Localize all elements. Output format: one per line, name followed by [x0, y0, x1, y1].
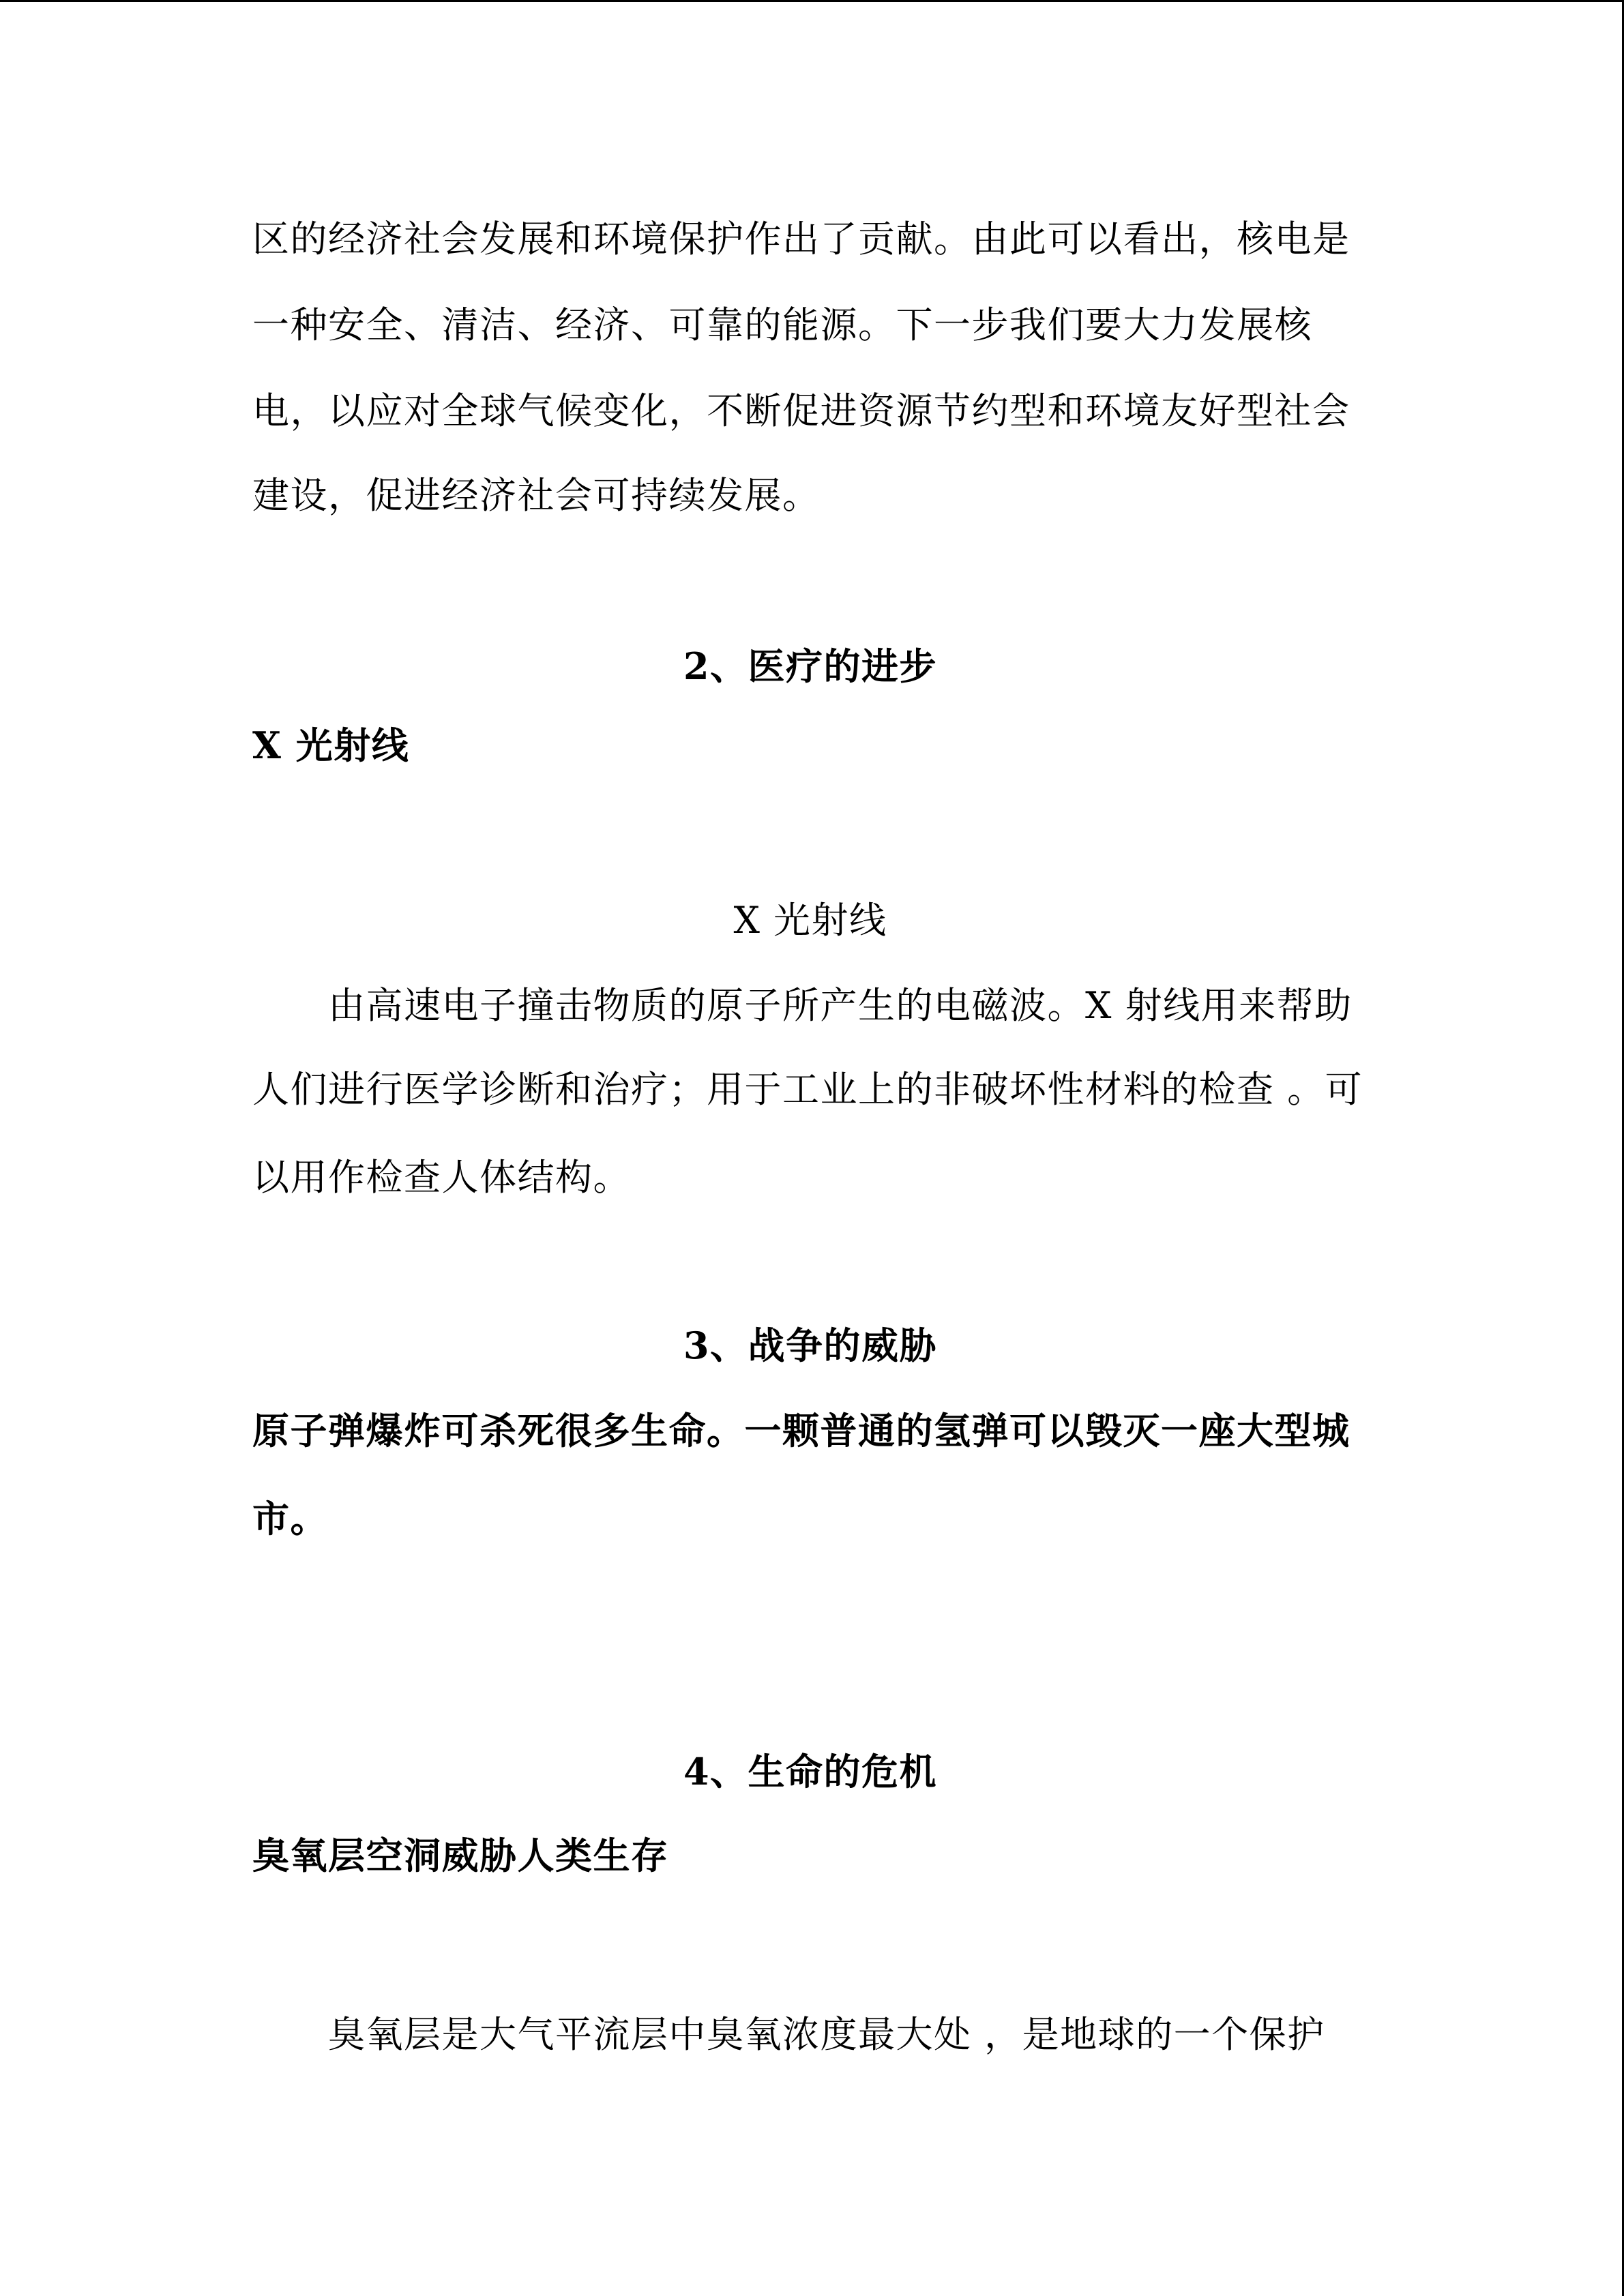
paragraph-line: 臭氧层是大气平流层中臭氧浓度最大处 ，是地球的一个保护 [328, 2013, 1325, 2056]
paragraph-line: 一种安全、清洁、经济、可靠的能源。下一步我们要大力发展核 [252, 303, 1312, 346]
page-top-border [0, 0, 1624, 2]
paragraph-line: 区的经济社会发展和环境保护作出了贡献。由此可以看出，核电是 [252, 218, 1350, 260]
section-subheading: 臭氧层空洞威胁人类生存 [252, 1834, 669, 1877]
paragraph-line: 以用作检查人体结构。 [252, 1156, 631, 1199]
section-heading: 2、医疗的进步 [683, 644, 938, 688]
paragraph-line: 电，以应对全球气候变化，不断促进资源节约型和环境友好型社会 [252, 389, 1350, 432]
figure-caption: X 光射线 [733, 899, 887, 942]
bold-paragraph-line: 原子弹爆炸可杀死很多生命。一颗普通的氢弹可以毁灭一座大型城 [252, 1409, 1350, 1452]
section-subheading: X 光射线 [252, 724, 410, 767]
section-heading: 3、战争的威胁 [683, 1324, 938, 1367]
paragraph-line: 由高速电子撞击物质的原子所产生的电磁波。X 射线用来帮助 [328, 984, 1353, 1027]
paragraph-line: 建设，促进经济社会可持续发展。 [252, 474, 821, 517]
paragraph-line: 人们进行医学诊断和治疗；用于工业上的非破坏性材料的检查 。可 [252, 1068, 1363, 1111]
bold-paragraph-line: 市。 [252, 1497, 328, 1540]
section-heading: 4、生命的危机 [683, 1750, 938, 1793]
